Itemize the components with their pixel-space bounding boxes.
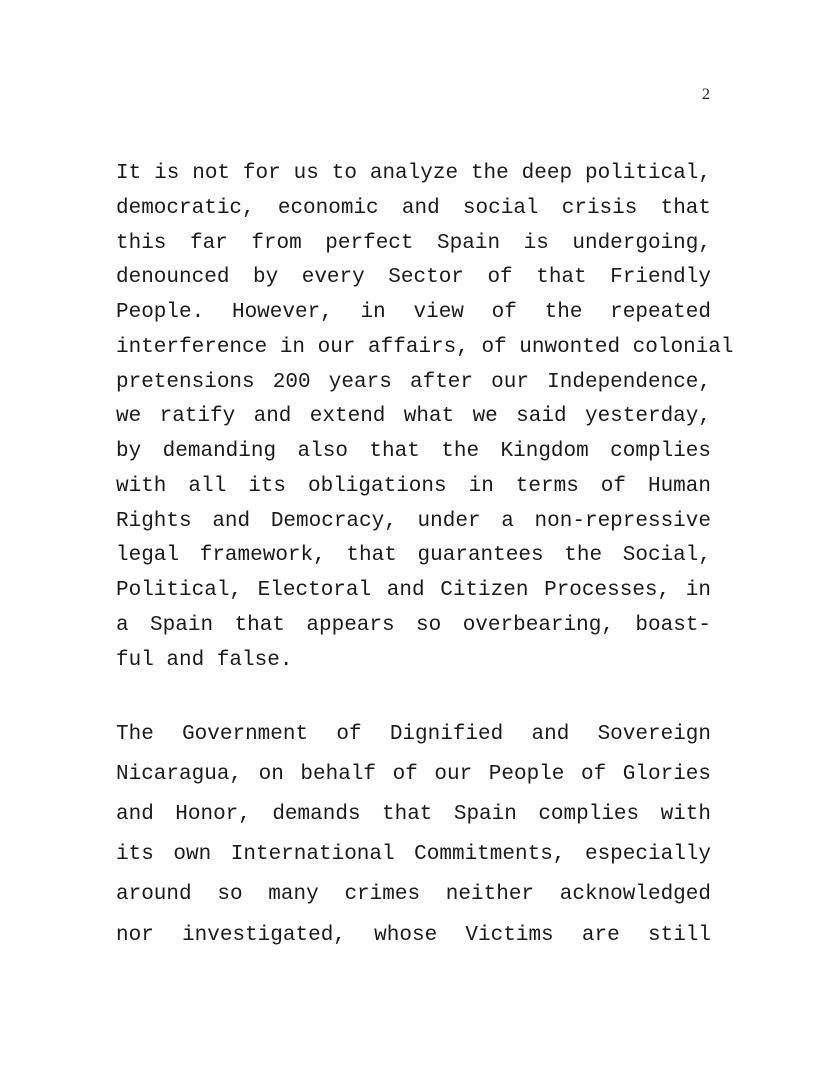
paragraph-line: nor investigated, whose Victims are still <box>116 924 711 947</box>
paragraph-line: a Spain that appears so overbearing, boast- <box>116 614 711 637</box>
paragraph-line: ful and false. <box>116 649 293 672</box>
paragraph-line: pretensions 200 years after our Independence, <box>116 371 711 394</box>
page-number: 2 <box>702 86 710 103</box>
paragraph-line: The Government of Dignified and Sovereign <box>116 723 711 746</box>
paragraph-line: interference in our affairs, of unwonted colonial <box>116 336 734 359</box>
paragraph-line: by demanding also that the Kingdom complies <box>116 440 711 463</box>
paragraph-line: Rights and Democracy, under a non-repressive <box>116 510 711 533</box>
paragraph-line: its own International Commitments, especially <box>116 843 711 866</box>
paragraph-line: Nicaragua, on behalf of our People of Glories <box>116 763 711 786</box>
paragraph-line: democratic, economic and social crisis that <box>116 197 711 220</box>
paragraph-line: we ratify and extend what we said yesterday, <box>116 405 711 428</box>
paragraph-line: with all its obligations in terms of Human <box>116 475 711 498</box>
paragraph-line: this far from perfect Spain is undergoing, <box>116 232 711 255</box>
paragraph-line: Political, Electoral and Citizen Processes, in <box>116 579 711 602</box>
paragraph-line: denounced by every Sector of that Friendly <box>116 266 711 289</box>
paragraph-line: around so many crimes neither acknowledged <box>116 883 711 906</box>
paragraph-line: It is not for us to analyze the deep political, <box>116 162 711 185</box>
paragraph-line: People. However, in view of the repeated <box>116 301 711 324</box>
paragraph-line: and Honor, demands that Spain complies with <box>116 803 711 826</box>
paragraph-line: legal framework, that guarantees the Social, <box>116 544 711 567</box>
